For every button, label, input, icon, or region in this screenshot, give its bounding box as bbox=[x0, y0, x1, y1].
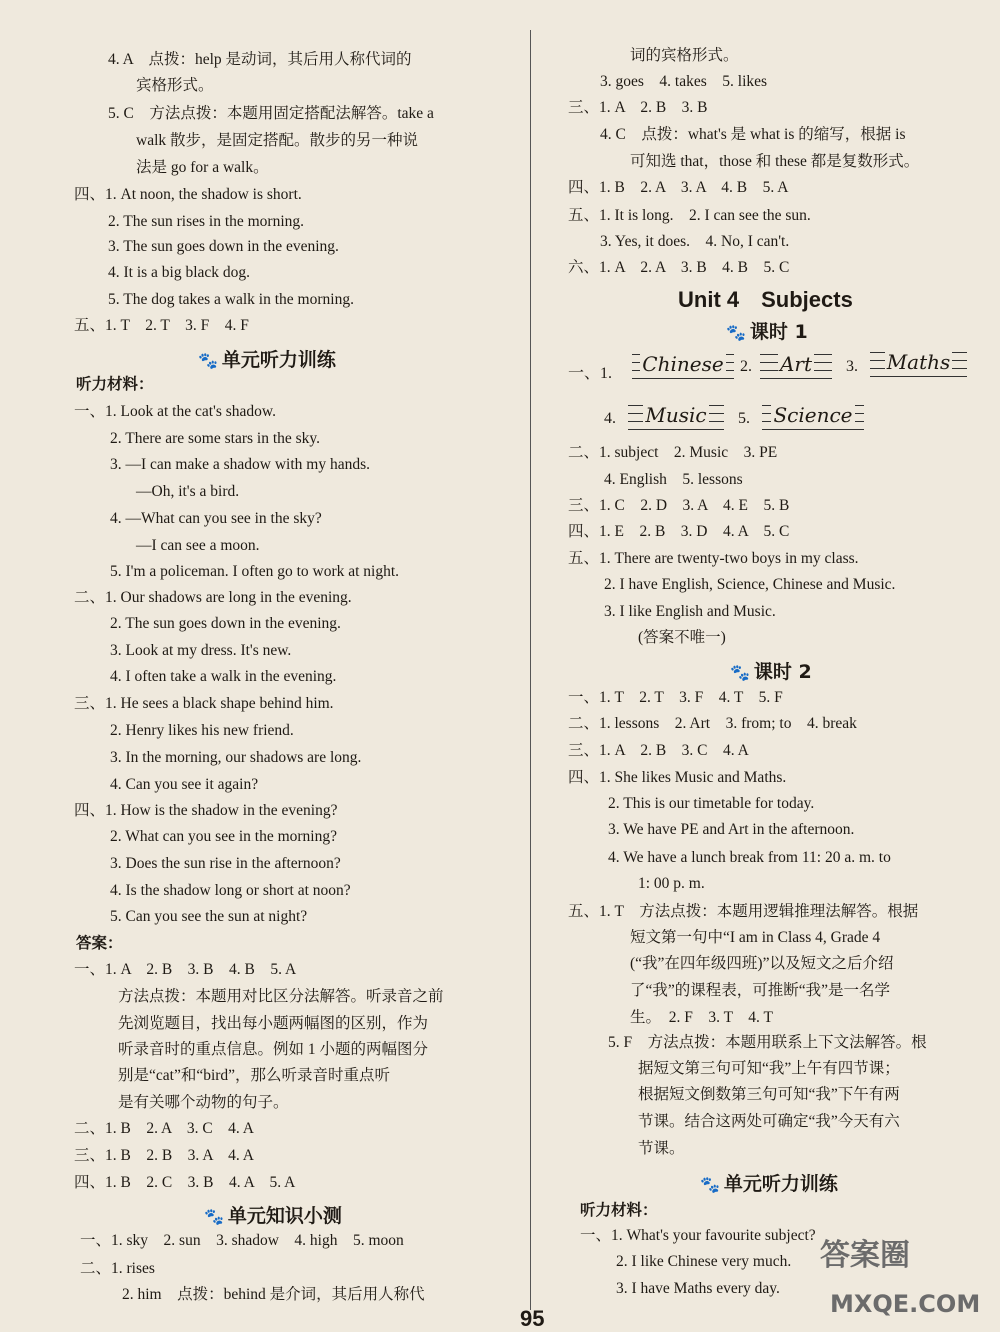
text-line: 四、1. B 2. C 3. B 4. A 5. A bbox=[74, 1174, 296, 1191]
watermark-url: MXQE.COM bbox=[830, 1290, 981, 1318]
text-line: 据短文第三句可知“我”上午有四节课； bbox=[638, 1060, 900, 1077]
text-line: 3. In the morning, our shadows are long. bbox=[110, 749, 362, 766]
text-line: 4. We have a lunch break from 11: 20 a. m. to bbox=[608, 849, 891, 866]
section-heading bbox=[730, 657, 812, 684]
text-line: 宾格形式。 bbox=[136, 77, 214, 94]
text-line: 词的宾格形式。 bbox=[630, 47, 739, 64]
text-line: 3. Yes, it does. 4. No, I can't. bbox=[600, 233, 790, 250]
text-line: 2. him 点拨：behind 是介词，其后用人称代 bbox=[122, 1286, 425, 1303]
text-line: 2. There are some stars in the sky. bbox=[110, 430, 321, 447]
text-line: 4. Is the shadow long or short at noon? bbox=[110, 882, 351, 899]
text-line: 五、1. It is long. 2. I can see the sun. bbox=[568, 207, 811, 224]
text-line: 一、1. Look at the cat's shadow. bbox=[74, 403, 276, 420]
text-line: 可知选 that，those 和 these 都是复数形式。 bbox=[630, 153, 920, 170]
text-line: 先浏览题目，找出每小题两幅图的区别，作为 bbox=[118, 1015, 429, 1032]
item-number: 4. bbox=[604, 410, 616, 427]
page-number: 95 bbox=[520, 1306, 545, 1331]
handwritten-word: Maths bbox=[886, 350, 951, 374]
text-line: walk 散步，是固定搭配。散步的另一种说 bbox=[136, 132, 419, 149]
handwriting-line bbox=[760, 347, 832, 381]
text-line: 方法点拨：本题用对比区分法解答。听录音之前 bbox=[118, 988, 444, 1005]
text-line: 2. The sun rises in the morning. bbox=[108, 213, 305, 230]
text-line: 4. English 5. lessons bbox=[604, 471, 743, 488]
text-line: 3. I like English and Music. bbox=[604, 603, 776, 620]
text-line: 5. The dog takes a walk in the morning. bbox=[108, 291, 354, 308]
text-line: (“我”在四年级四班)”以及短文之后介绍 bbox=[630, 955, 894, 972]
item-number: 5. bbox=[738, 410, 750, 427]
text-line: 五、1. There are twenty-two boys in my class. bbox=[568, 550, 859, 567]
item-number: 2. bbox=[740, 358, 752, 375]
text-line: 法是 go for a walk。 bbox=[136, 159, 269, 176]
heading-label: 课时 2 bbox=[753, 661, 812, 683]
paw-icon: 🐾 bbox=[726, 323, 746, 342]
text-line: 5. F 方法点拨：本题用联系上下文法解答。根 bbox=[608, 1034, 927, 1051]
heading-label: 单元听力训练 bbox=[723, 1173, 838, 1195]
section-heading bbox=[198, 345, 336, 372]
handwritten-word: Art bbox=[779, 352, 813, 376]
text-line: 5. Can you see the sun at night? bbox=[110, 908, 308, 925]
heading-label: 单元知识小测 bbox=[227, 1205, 342, 1227]
text-line: 3. I have Maths every day. bbox=[616, 1280, 780, 1297]
paw-icon: 🐾 bbox=[204, 1207, 224, 1226]
section-heading bbox=[700, 1169, 838, 1196]
text-line: 节课。结合这两处可确定“我”今天有六 bbox=[638, 1113, 900, 1130]
section-heading bbox=[726, 317, 808, 344]
text-line: 二、1. lessons 2. Art 3. from; to 4. break bbox=[568, 715, 857, 732]
text-line: 1: 00 p. m. bbox=[638, 875, 705, 892]
text-line: —I can see a moon. bbox=[136, 537, 260, 554]
text-line: 2. This is our timetable for today. bbox=[608, 795, 815, 812]
text-line: 2. The sun goes down in the evening. bbox=[110, 615, 341, 632]
text-line: 一、1. T 2. T 3. F 4. T 5. F bbox=[568, 689, 783, 706]
handwritten-word: Chinese bbox=[642, 352, 724, 376]
text-line: 二、1. rises bbox=[80, 1260, 155, 1277]
text-line: 4. Can you see it again? bbox=[110, 776, 259, 793]
handwriting-line bbox=[632, 347, 734, 381]
item-number: 一、1. bbox=[568, 365, 613, 382]
text-line: 根据短文倒数第三句可知“我”下午有两 bbox=[638, 1086, 900, 1103]
text-line: 3. Does the sun rise in the afternoon? bbox=[110, 855, 341, 872]
column-divider bbox=[530, 30, 531, 1310]
text-line: 4. I often take a walk in the evening. bbox=[110, 668, 337, 685]
text-line: 五、1. T 方法点拨：本题用逻辑推理法解答。根据 bbox=[568, 903, 919, 920]
text-line: 5. I'm a policeman. I often go to work at night. bbox=[110, 563, 400, 580]
watermark: 答案圈 bbox=[820, 1238, 910, 1273]
text-line: 二、1. B 2. A 3. C 4. A bbox=[74, 1120, 254, 1137]
text-line: 四、1. At noon, the shadow is short. bbox=[74, 186, 302, 203]
text-line: 一、1. sky 2. sun 3. shadow 4. high 5. moon bbox=[80, 1232, 404, 1249]
section-heading bbox=[204, 1201, 342, 1228]
unit-title: Unit 4 Subjects bbox=[678, 287, 853, 312]
text-line: 听力材料： bbox=[580, 1202, 658, 1219]
paw-icon: 🐾 bbox=[700, 1175, 720, 1194]
text-line: 3. goes 4. takes 5. likes bbox=[600, 73, 768, 90]
handwriting-line bbox=[870, 345, 967, 379]
text-line: —Oh, it's a bird. bbox=[136, 483, 240, 500]
text-line: 四、1. E 2. B 3. D 4. A 5. C bbox=[568, 523, 790, 540]
text-line: 4. —What can you see in the sky? bbox=[110, 510, 322, 527]
paw-icon: 🐾 bbox=[730, 663, 750, 682]
text-line: 2. Henry likes his new friend. bbox=[110, 722, 294, 739]
text-line: 别是“cat”和“bird”，那么听录音时重点听 bbox=[118, 1067, 391, 1084]
text-line: 4. C 点拨：what's 是 what is 的缩写，根据 is bbox=[600, 126, 906, 143]
text-line: 3. —I can make a shadow with my hands. bbox=[110, 456, 370, 473]
text-line: 三、1. A 2. B 3. B bbox=[568, 99, 708, 116]
text-line: 生。 2. F 3. T 4. T bbox=[630, 1009, 773, 1026]
text-line: 3. We have PE and Art in the afternoon. bbox=[608, 821, 855, 838]
text-line: 听录音时的重点信息。例如 1 小题的两幅图分 bbox=[118, 1041, 429, 1058]
handwriting-line bbox=[628, 398, 724, 432]
handwritten-word: Music bbox=[645, 403, 707, 427]
text-line: 三、1. A 2. B 3. C 4. A bbox=[568, 742, 749, 759]
text-line: 五、1. T 2. T 3. F 4. F bbox=[74, 317, 249, 334]
text-line: 2. I have English, Science, Chinese and Music. bbox=[604, 576, 896, 593]
handwriting-line bbox=[762, 398, 864, 432]
text-line: 四、1. She likes Music and Maths. bbox=[568, 769, 787, 786]
heading-label: 课时 1 bbox=[749, 321, 808, 343]
text-line: (答案不唯一) bbox=[638, 629, 726, 646]
item-number: 3. bbox=[846, 358, 858, 375]
text-line: 四、1. How is the shadow in the evening? bbox=[74, 802, 338, 819]
text-line: 3. The sun goes down in the evening. bbox=[108, 238, 339, 255]
text-line: 5. C 方法点拨：本题用固定搭配法解答。take a bbox=[108, 105, 434, 122]
text-line: 是有关哪个动物的句子。 bbox=[118, 1094, 289, 1111]
heading-label: 单元听力训练 bbox=[221, 349, 336, 371]
text-line: 2. I like Chinese very much. bbox=[616, 1253, 792, 1270]
paw-icon: 🐾 bbox=[198, 351, 218, 370]
handwritten-word: Science bbox=[773, 403, 853, 427]
text-line: 短文第一句中“I am in Class 4, Grade 4 bbox=[630, 929, 881, 946]
text-line: 一、1. What's your favourite subject? bbox=[580, 1227, 816, 1244]
text-line: 二、1. subject 2. Music 3. PE bbox=[568, 444, 778, 461]
text-line: 一、1. A 2. B 3. B 4. B 5. A bbox=[74, 961, 297, 978]
text-line: 三、1. He sees a black shape behind him. bbox=[74, 695, 334, 712]
text-line: 三、1. C 2. D 3. A 4. E 5. B bbox=[568, 497, 790, 514]
text-line: 三、1. B 2. B 3. A 4. A bbox=[74, 1147, 254, 1164]
text-line: 了“我”的课程表，可推断“我”是一名学 bbox=[630, 982, 891, 999]
text-line: 四、1. B 2. A 3. A 4. B 5. A bbox=[568, 179, 789, 196]
text-line: 答案： bbox=[76, 935, 123, 952]
text-line: 听力材料： bbox=[76, 376, 154, 393]
text-line: 4. A 点拨：help 是动词，其后用人称代词的 bbox=[108, 51, 412, 68]
text-line: 3. Look at my dress. It's new. bbox=[110, 642, 292, 659]
text-line: 六、1. A 2. A 3. B 4. B 5. C bbox=[568, 259, 790, 276]
text-line: 4. It is a big black dog. bbox=[108, 264, 251, 281]
text-line: 节课。 bbox=[638, 1140, 685, 1157]
text-line: 二、1. Our shadows are long in the evening. bbox=[74, 589, 352, 606]
text-line: 2. What can you see in the morning? bbox=[110, 828, 337, 845]
